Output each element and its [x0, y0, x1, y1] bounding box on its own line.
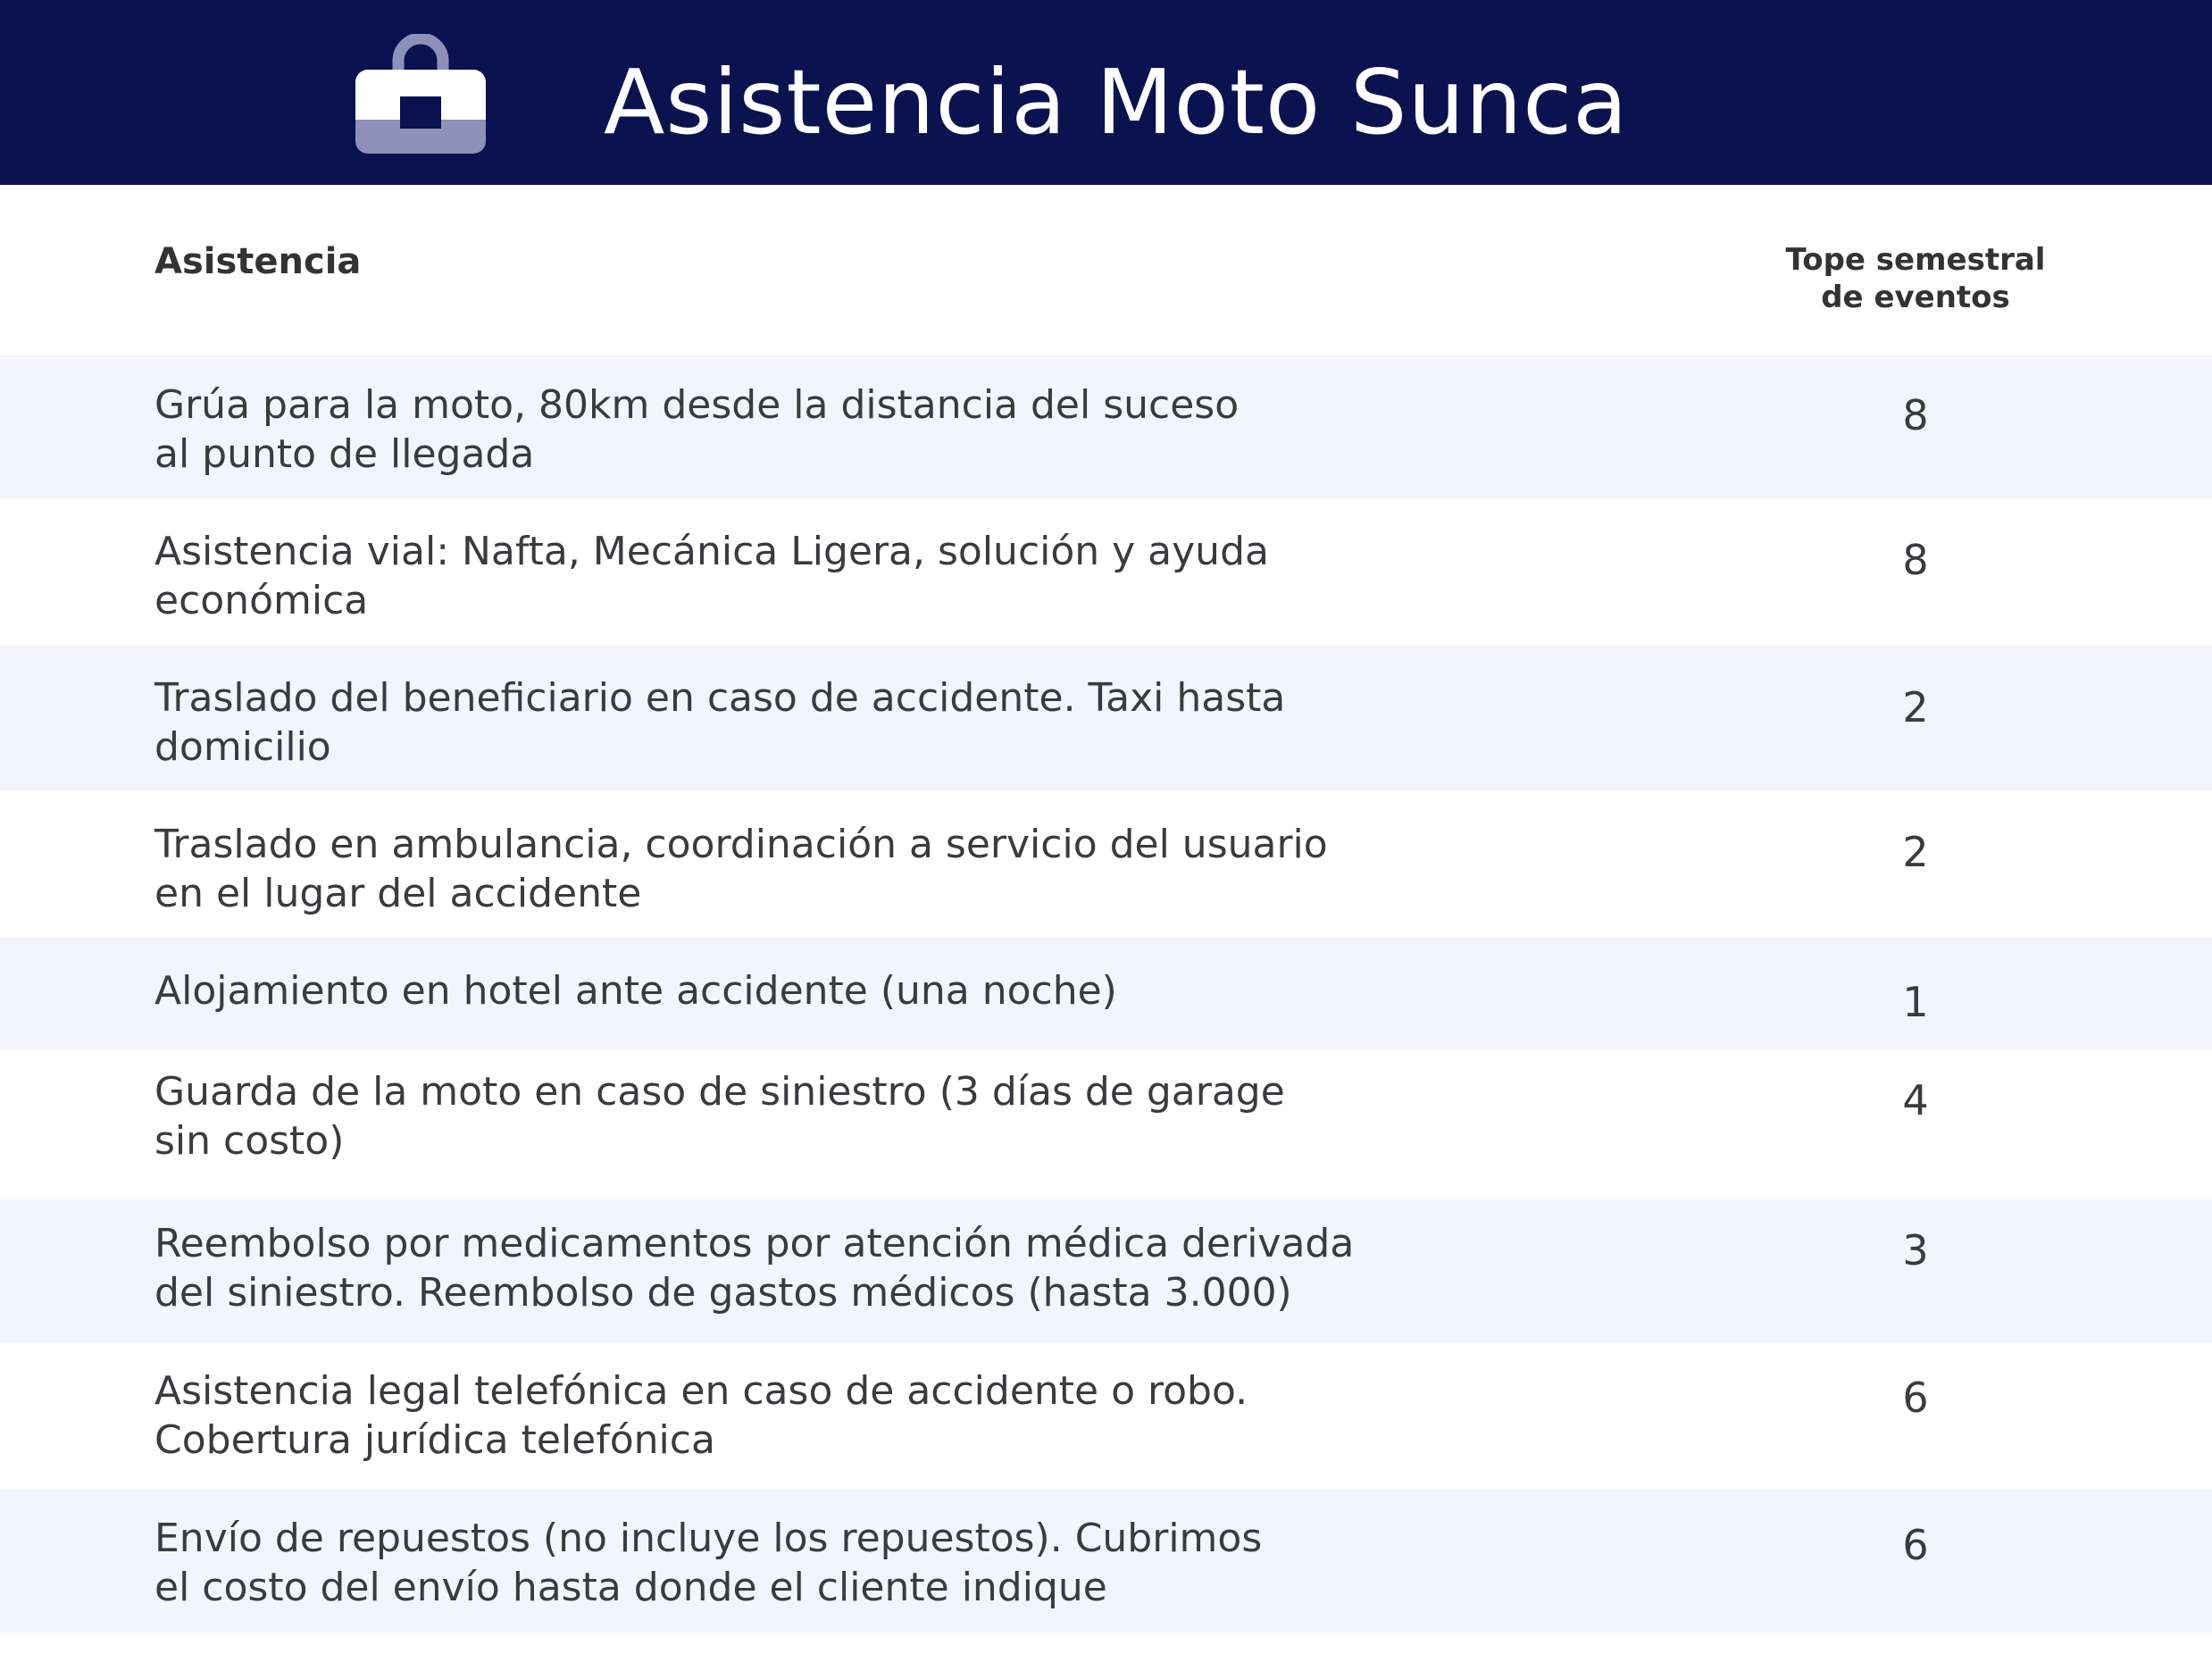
row-label-line: al punto de llegada	[154, 431, 535, 477]
row-label	[154, 1219, 1354, 1317]
table-row	[0, 498, 2212, 646]
table-row	[0, 1049, 2212, 1199]
row-label	[154, 1366, 1248, 1465]
row-label	[154, 527, 1269, 625]
row-label-line: Reembolso por medicamentos por atención médica derivada	[154, 1221, 1355, 1266]
row-label-line: Grúa para la moto, 80km desde la distancia del suceso	[154, 382, 1240, 428]
row-label-line: Traslado del beneficiario en caso de accidente. Taxi hasta	[154, 675, 1286, 721]
row-label-line: Asistencia legal telefónica en caso de accidente o robo.	[154, 1368, 1248, 1414]
row-label-line: Cobertura jurídica telefónica	[154, 1417, 715, 1463]
row-value: 2	[1902, 683, 1929, 731]
column-header-tope-line2: de eventos	[1821, 280, 2010, 315]
row-label-line: Traslado en ambulancia, coordinación a servicio del usuario	[154, 822, 1328, 867]
row-label-line: domicilio	[154, 724, 331, 770]
table-row	[0, 646, 2212, 790]
row-value: 6	[1902, 1521, 1929, 1569]
column-header-tope-line1: Tope semestral	[1785, 242, 2046, 278]
table-row	[0, 1490, 2212, 1633]
row-label-line: Asistencia vial: Nafta, Mecánica Ligera, solución y ayuda	[154, 529, 1269, 574]
column-header-asistencia: Asistencia	[154, 241, 362, 282]
row-label	[154, 673, 1285, 772]
row-label	[154, 1067, 1285, 1165]
row-value: 6	[1902, 1374, 1929, 1422]
page-title: Asistencia Moto Sunca	[604, 50, 1629, 155]
row-label-line: Envío de repuestos (no incluye los repuestos). Cubrimos	[154, 1516, 1263, 1561]
row-value: 1	[1902, 978, 1929, 1026]
row-value: 8	[1902, 391, 1929, 439]
row-label	[154, 1514, 1262, 1612]
column-header-tope	[1746, 241, 2085, 316]
table-row	[0, 790, 2212, 938]
row-label-line: sin costo)	[154, 1118, 345, 1164]
row-label-line: el costo del envío hasta donde el cliente indique	[154, 1565, 1107, 1610]
table-row	[0, 1199, 2212, 1342]
row-label	[154, 380, 1239, 479]
row-label-line: Guarda de la moto en caso de siniestro (3 días de garage	[154, 1069, 1285, 1115]
row-label-line: en el lugar del accidente	[154, 871, 642, 916]
row-value: 8	[1902, 536, 1929, 584]
table-row	[0, 1342, 2212, 1490]
row-label-line: Alojamiento en hotel ante accidente (una noche)	[154, 968, 1117, 1014]
row-label-line: del siniestro. Reembolso de gastos médicos (hasta 3.000)	[154, 1270, 1292, 1316]
row-label	[154, 966, 1117, 1015]
row-label	[154, 820, 1328, 918]
page-header	[0, 0, 2212, 185]
table-row	[0, 938, 2212, 1049]
row-label-line: económica	[154, 578, 369, 623]
toolbox-icon	[355, 34, 486, 154]
table-row	[0, 355, 2212, 498]
row-value: 3	[1902, 1226, 1929, 1274]
row-value: 2	[1902, 828, 1929, 876]
row-value: 4	[1902, 1076, 1929, 1124]
